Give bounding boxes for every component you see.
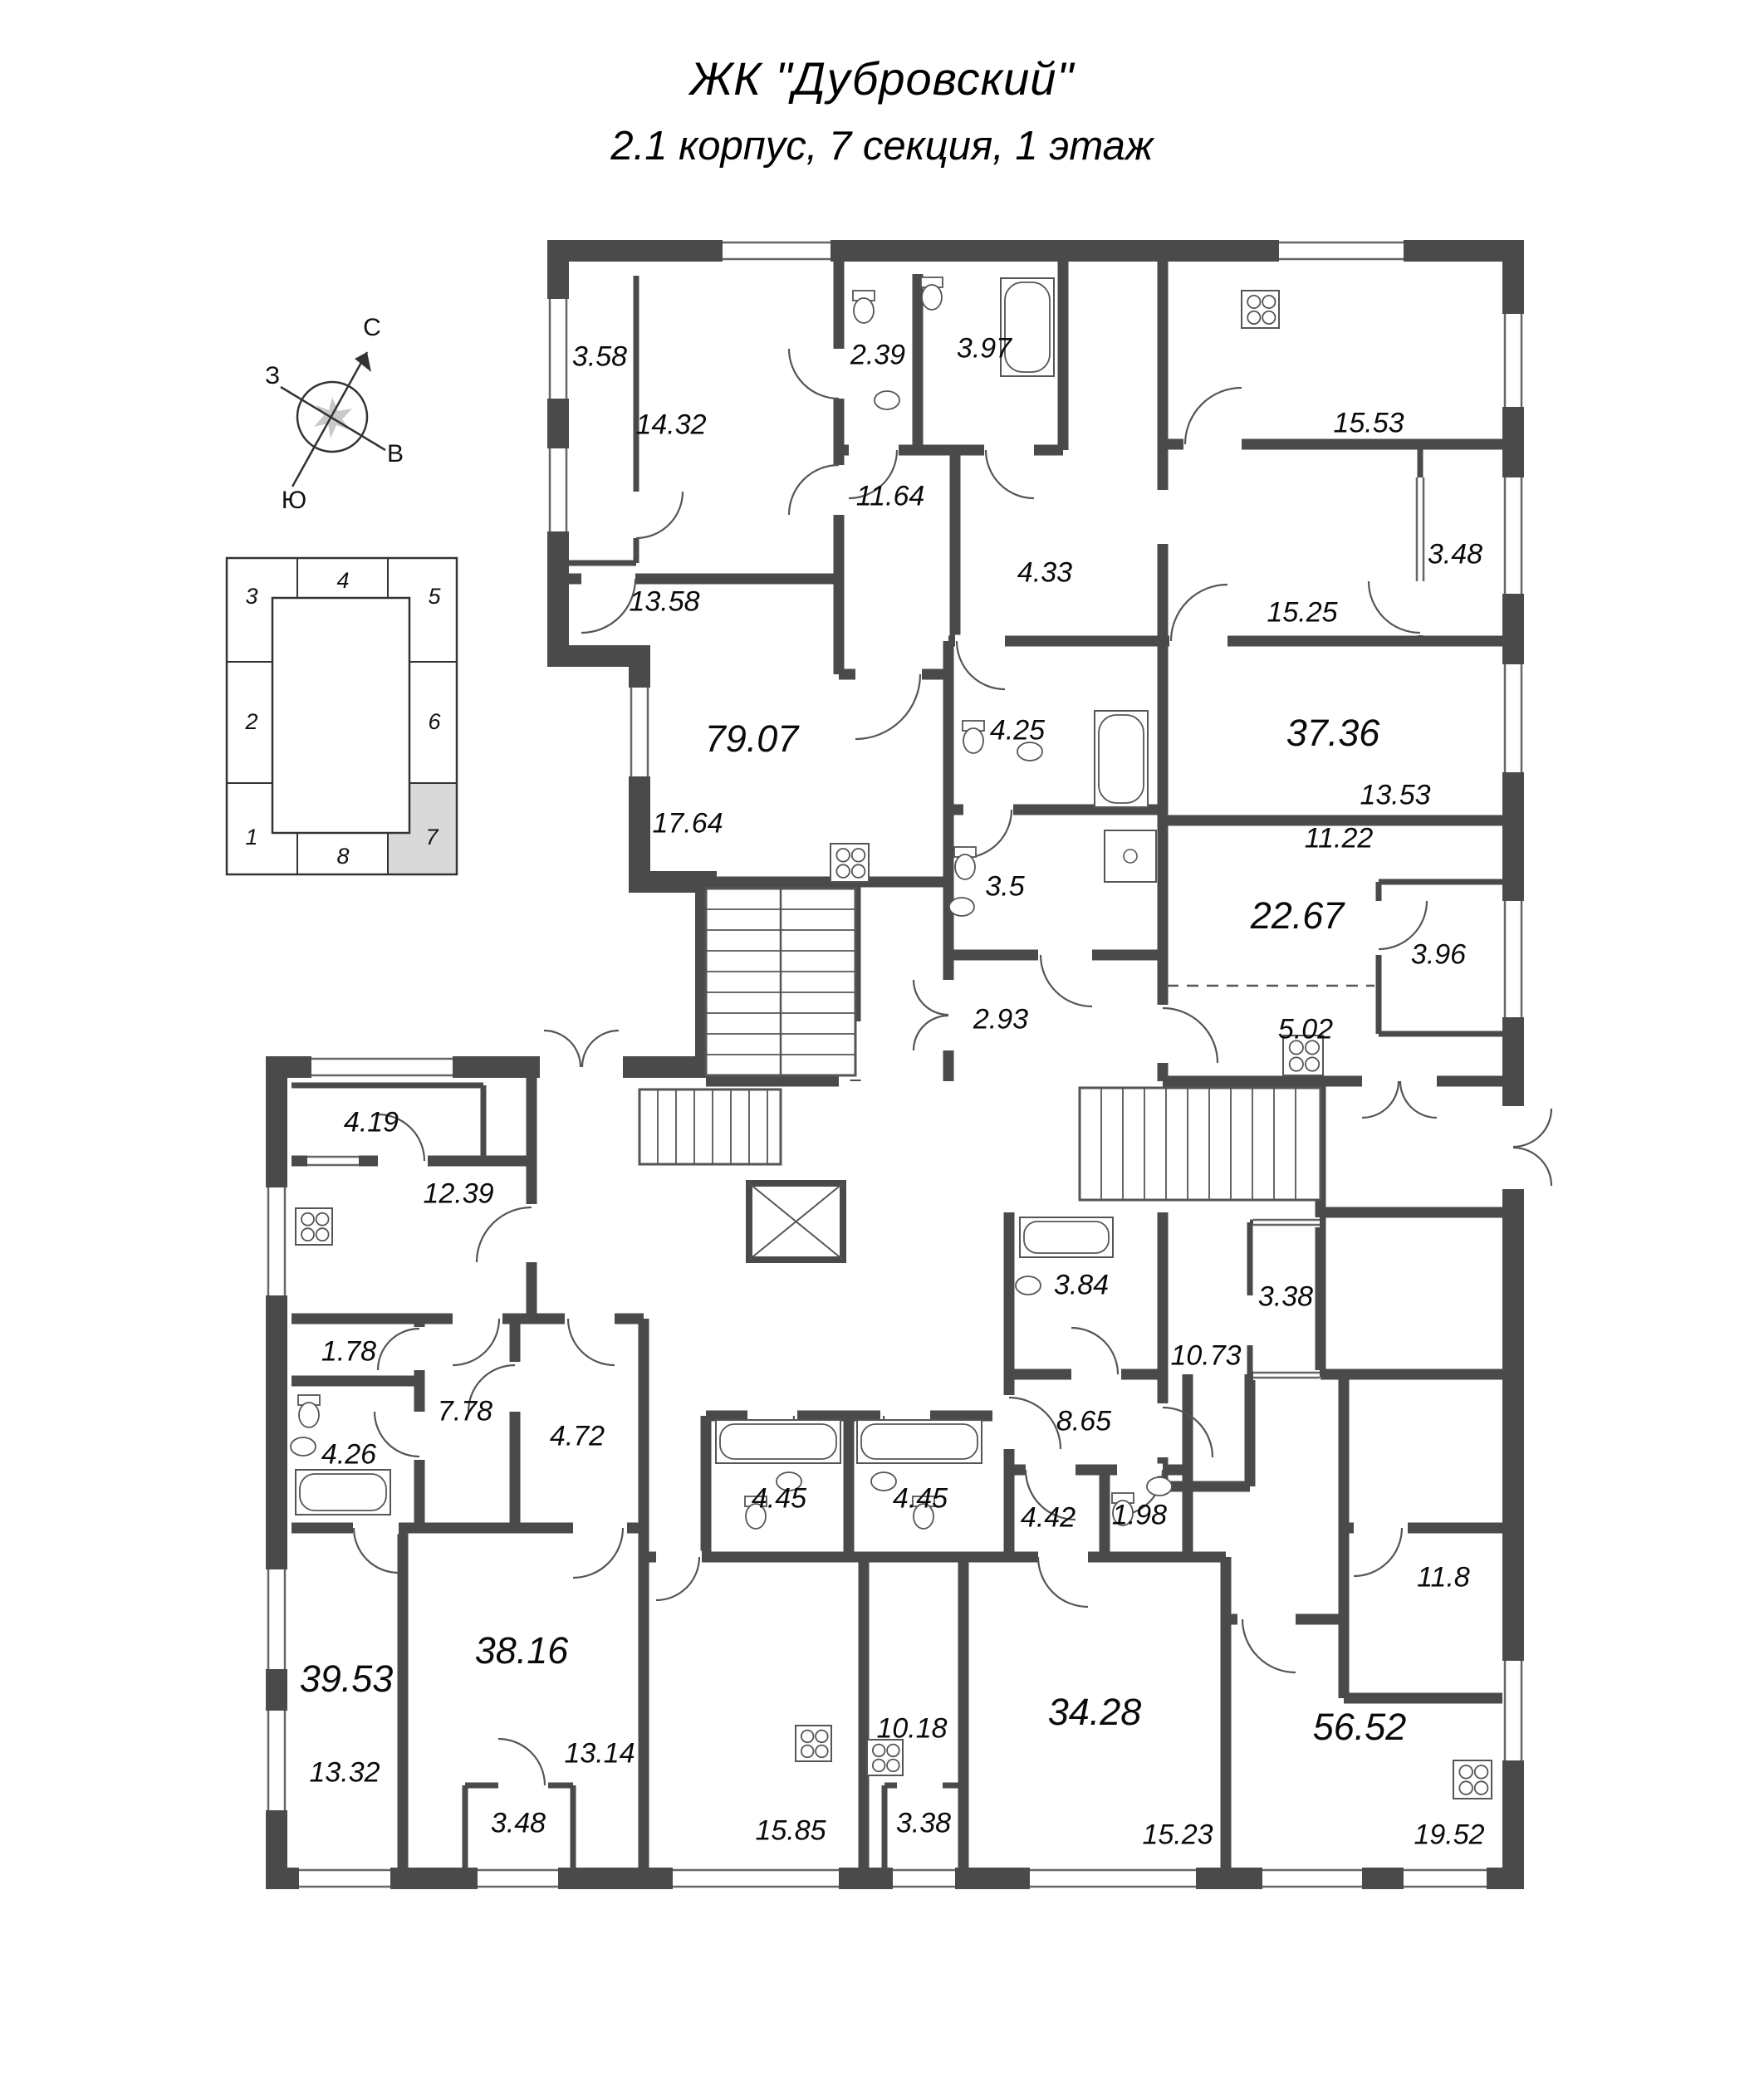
room-area-label: 13.58 <box>629 585 700 618</box>
compass <box>265 314 404 514</box>
room-area-label: 4.45 <box>892 1482 948 1515</box>
locator-section-label: 5 <box>428 584 441 609</box>
room-area-label: 3.5 <box>985 870 1025 903</box>
locator-section-active-label: 7 <box>425 825 439 849</box>
staircase-hall-east <box>1080 1088 1321 1200</box>
locator-courtyard <box>272 598 409 833</box>
room-area-label: 12.39 <box>423 1178 494 1210</box>
room-area-label: 3.48 <box>490 1807 546 1839</box>
room-area-label: 10.73 <box>1170 1339 1242 1372</box>
room-area-label: 14.32 <box>635 409 707 441</box>
room-area-label: 17.64 <box>652 807 723 840</box>
room-area-label: 37.36 <box>1286 712 1380 754</box>
locator-section-label: 8 <box>336 844 350 869</box>
room-area-label: 39.53 <box>299 1657 394 1700</box>
sink-icon <box>949 898 974 916</box>
page-title: ЖК "Дубровский" <box>689 52 1075 105</box>
compass-letter: З <box>264 362 281 389</box>
bathtub-icon <box>716 1420 840 1463</box>
room-area-label: 1.78 <box>321 1335 377 1368</box>
room-area-label: 5.02 <box>1277 1013 1334 1045</box>
sink-icon <box>1016 1276 1041 1295</box>
locator-section-label: 4 <box>336 568 350 593</box>
compass-letter: Ю <box>281 487 307 514</box>
room-area-label: 4.45 <box>751 1482 807 1515</box>
room-area-label: 4.72 <box>549 1420 605 1452</box>
bathtub-icon <box>296 1470 390 1515</box>
room-area-label: 15.53 <box>1333 407 1404 439</box>
shower-icon <box>1105 830 1156 882</box>
room-area-label: 3.97 <box>956 332 1012 365</box>
room-area-label: 79.07 <box>704 717 799 760</box>
room-area-label: 11.64 <box>855 480 925 512</box>
locator-section-label: 3 <box>245 584 258 609</box>
sink-icon <box>875 391 899 409</box>
room-area-label: 38.16 <box>474 1629 569 1672</box>
room-area-label: 13.53 <box>1360 779 1431 811</box>
sink-icon <box>291 1437 316 1456</box>
section-locator <box>227 558 457 874</box>
bathtub-icon <box>1095 711 1148 807</box>
room-area-label: 11.22 <box>1304 822 1374 854</box>
staircase-hall-west <box>639 1089 781 1164</box>
locator-section-label: 2 <box>245 709 258 734</box>
room-area-label: 3.96 <box>1410 938 1467 971</box>
room-area-label: 8.65 <box>1056 1405 1112 1437</box>
room-area-label: 4.26 <box>321 1438 377 1471</box>
room-area-label: 4.19 <box>343 1106 399 1138</box>
room-area-label: 3.48 <box>1427 538 1483 570</box>
room-area-label: 11.8 <box>1417 1561 1470 1594</box>
room-area-label: 3.38 <box>895 1807 952 1839</box>
room-area-label: 34.28 <box>1047 1691 1142 1733</box>
room-area-label: 7.78 <box>437 1395 493 1427</box>
room-area-label: 19.52 <box>1414 1819 1485 1851</box>
room-area-label: 4.42 <box>1020 1501 1076 1534</box>
room-area-label: 56.52 <box>1312 1706 1407 1748</box>
room-area-label: 1.98 <box>1111 1499 1168 1531</box>
locator-section-label: 1 <box>245 825 258 849</box>
room-area-label: 3.58 <box>571 340 628 373</box>
room-area-label: 3.84 <box>1053 1269 1110 1301</box>
bathtub-icon <box>857 1420 982 1463</box>
compass-letter: В <box>386 440 404 468</box>
locator-section-label: 6 <box>428 709 441 734</box>
room-area-label: 10.18 <box>876 1712 948 1745</box>
room-area-label: 22.67 <box>1250 894 1345 937</box>
room-area-label: 3.38 <box>1257 1280 1314 1313</box>
room-area-label: 4.33 <box>1017 556 1073 589</box>
room-area-label: 2.39 <box>850 339 906 371</box>
room-area-label: 13.32 <box>309 1756 380 1789</box>
bathtub-icon <box>1020 1217 1113 1257</box>
room-area-label: 15.25 <box>1267 596 1338 629</box>
room-area-label: 4.25 <box>989 714 1046 747</box>
room-area-label: 15.85 <box>755 1814 826 1847</box>
compass-letter: С <box>363 314 381 341</box>
page-subtitle: 2.1 корпус, 7 секция, 1 этаж <box>610 124 1154 169</box>
room-area-label: 2.93 <box>973 1003 1029 1036</box>
sink-icon <box>1147 1477 1172 1496</box>
room-area-label: 13.14 <box>564 1737 635 1770</box>
room-area-label: 15.23 <box>1142 1819 1213 1851</box>
